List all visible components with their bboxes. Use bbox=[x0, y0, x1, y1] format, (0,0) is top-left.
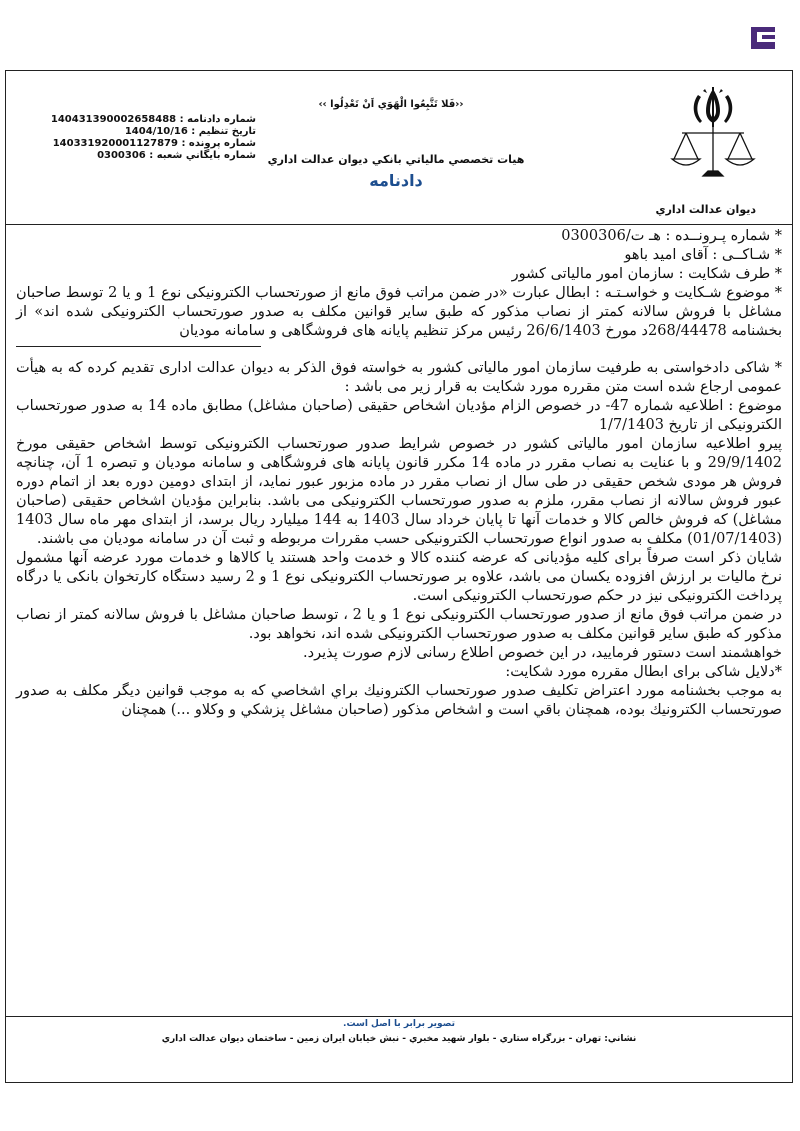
body-paragraph-2: موضوع : اطلاعیه شماره 47- در خصوص الزام مؤدیان اشخاص حقیقی (صاحبان مشاغل) مطابق ماده 14 به صدور صورتحساب الکترونیکی از تاریخ 1/7/1403 bbox=[16, 398, 782, 433]
footer-divider bbox=[6, 1016, 792, 1017]
case-file-number: * شماره پـرونــده : هـ ت/0300306 bbox=[561, 228, 782, 244]
body-paragraph-4: شایان ذکر است صرفاً برای کلیه مؤدیانی که عرضه کننده کالا و خدمت واحد هستند یا کالاها و خدمات مورد عرضه آنها مشمول نرخ مالیات بر ارزش افزوده یکسان می باشد، علاوه بر صورتحساب الکترونیکی نوع 1 و 2 رسید دستگاه کارتخوان بانکی یا درگاه پرداخت الکترونیکی نیز در حکم صورتحساب الکترونیکی است. bbox=[16, 550, 782, 604]
body-paragraph-8: به موجب بخشنامه مورد اعتراض تکلیف صدور صورتحساب الكترونيك براي اشخاصي كه به موجب قوانين ديگر مكلف به صدور صورتحساب الكترونيك بوده، همچنان باقي است و اشخاص مذكور (صاحبان مشاغل پزشكي و وكلاو ...) همچنان bbox=[16, 683, 782, 718]
section-divider bbox=[16, 346, 261, 347]
plaintiff: * شـاکــی : آقای امید باهو bbox=[624, 247, 782, 263]
document-type-title: دادنامه bbox=[369, 171, 423, 190]
complaint-subject: * موضوع شـکایت و خواسـتـه : ابطال عبارت «در ضمن مراتب فوق مانع از صورتحساب الکترونیکی نوع 1 و یا 2 توسط صاحبان مشاغل با فروش سالانه کمتر از نصاب مذکور که طبق سایر قوانین مکلف به صدور صورتحساب الکترونیکی شده اند» از بخشنامه 268/44478د مورخ 26/6/1403 رئیس مرکز تنظیم پایانه های فروشگاهی و سامانه مودیان bbox=[16, 285, 782, 339]
body-paragraph-5: در ضمن مراتب فوق مانع از صدور صورتحساب الکترونیکی نوع 1 و یا 2 ، توسط صاحبان مشاغل با فروش سالانه کمتر از نصاب مذکور که طبق سایر قوانین مکلف به صدور صورتحساب الکترونیکی شده اند، نخواهد بود. bbox=[16, 607, 782, 642]
issue-date: تاريخ تنظيم : 1404/10/16 bbox=[124, 126, 256, 137]
court-address: نشاني: تهران - بزرگراه ستاري - بلوار شهيد مخبري - نبش خيابان ايران زمين - ساختمان ديوان عدالت اداري bbox=[161, 1034, 637, 1044]
document-frame bbox=[5, 70, 793, 1083]
certified-copy-note: تصوير برابر با اصل است. bbox=[343, 1019, 455, 1029]
file-number: شماره پرونده : 140331920001127879 bbox=[52, 138, 256, 149]
court-corner-logo-icon bbox=[748, 22, 778, 52]
body-paragraph-3: پیرو اطلاعیه سازمان امور مالیاتی کشور در خصوص شرایط صدور صورتحساب الکترونیکی توسط اشخاص حقیقی مورخ 29/9/1402 و با عنایت به نصاب مقرر در ماده 14 مکرر قانون پایانه های فروشگاهی و سامانه مودیان و تبصره 1 آن، چنانچه فروش هر مودی شخص حقیقی در طی سال از نصاب مقرر در ماده مزبور عبور نماید، از ابتدای دومین دوره بعد از اتمام دوره عبور فروش سالانه از نصاب مقرر، ملزم به صدور صورتحساب الکترونیکی می باشد. بنابراین مؤدیان اشخاص حقیقی (صاحبان مشاغل) که فروش خالص کالا و خدمات آنها تا پایان خرداد سال 1403 به 144 میلیارد ریال برسد، از ابتدای مهر ماه سال 1403 (01/07/1403) مکلف به صدور انواع صورتحساب الکترونیکی حسب مقررات مربوطه و ثبت آن در سامانه مودیان می باشند. bbox=[16, 436, 782, 547]
scales-of-justice-emblem-icon bbox=[668, 81, 758, 186]
body-paragraph-1: * شاکی دادخواستی به طرفیت سازمان امور مالیاتی کشور به خواسته فوق الذکر به دیوان عدالت اداری تقدیم کرده که به هیأت عمومی ارجاع شده است متن مقرره مورد شکایت به قرار زیر می باشد : bbox=[16, 360, 782, 395]
board-name: هيات تخصصي مالياتي بانكي ديوان عدالت اداري bbox=[267, 153, 525, 166]
document-header bbox=[6, 71, 792, 225]
body-paragraph-7: *دلایل شاکی برای ابطال مقرره مورد شکایت: bbox=[505, 664, 782, 680]
document-body bbox=[16, 227, 782, 720]
case-meta bbox=[50, 114, 256, 162]
body-paragraph-6: خواهشمند است دستور فرمایید، در این خصوص اطلاع رسانی لازم صورت پذیرد. bbox=[303, 645, 782, 661]
archive-number: شماره بايگاني شعبه : 0300306 bbox=[97, 150, 256, 161]
quran-verse: ‹‹فَلا تَتَّبِعُوا الْهَوَي اَنْ تَعْدِلُوا ›› bbox=[318, 99, 464, 110]
court-name: ديوان عدالت اداري bbox=[655, 203, 756, 216]
judgment-number: شماره دادنامه : 140431390002658488 bbox=[50, 114, 256, 125]
defendant: * طرف شکایت : سازمان امور مالیاتی کشور bbox=[511, 266, 782, 282]
